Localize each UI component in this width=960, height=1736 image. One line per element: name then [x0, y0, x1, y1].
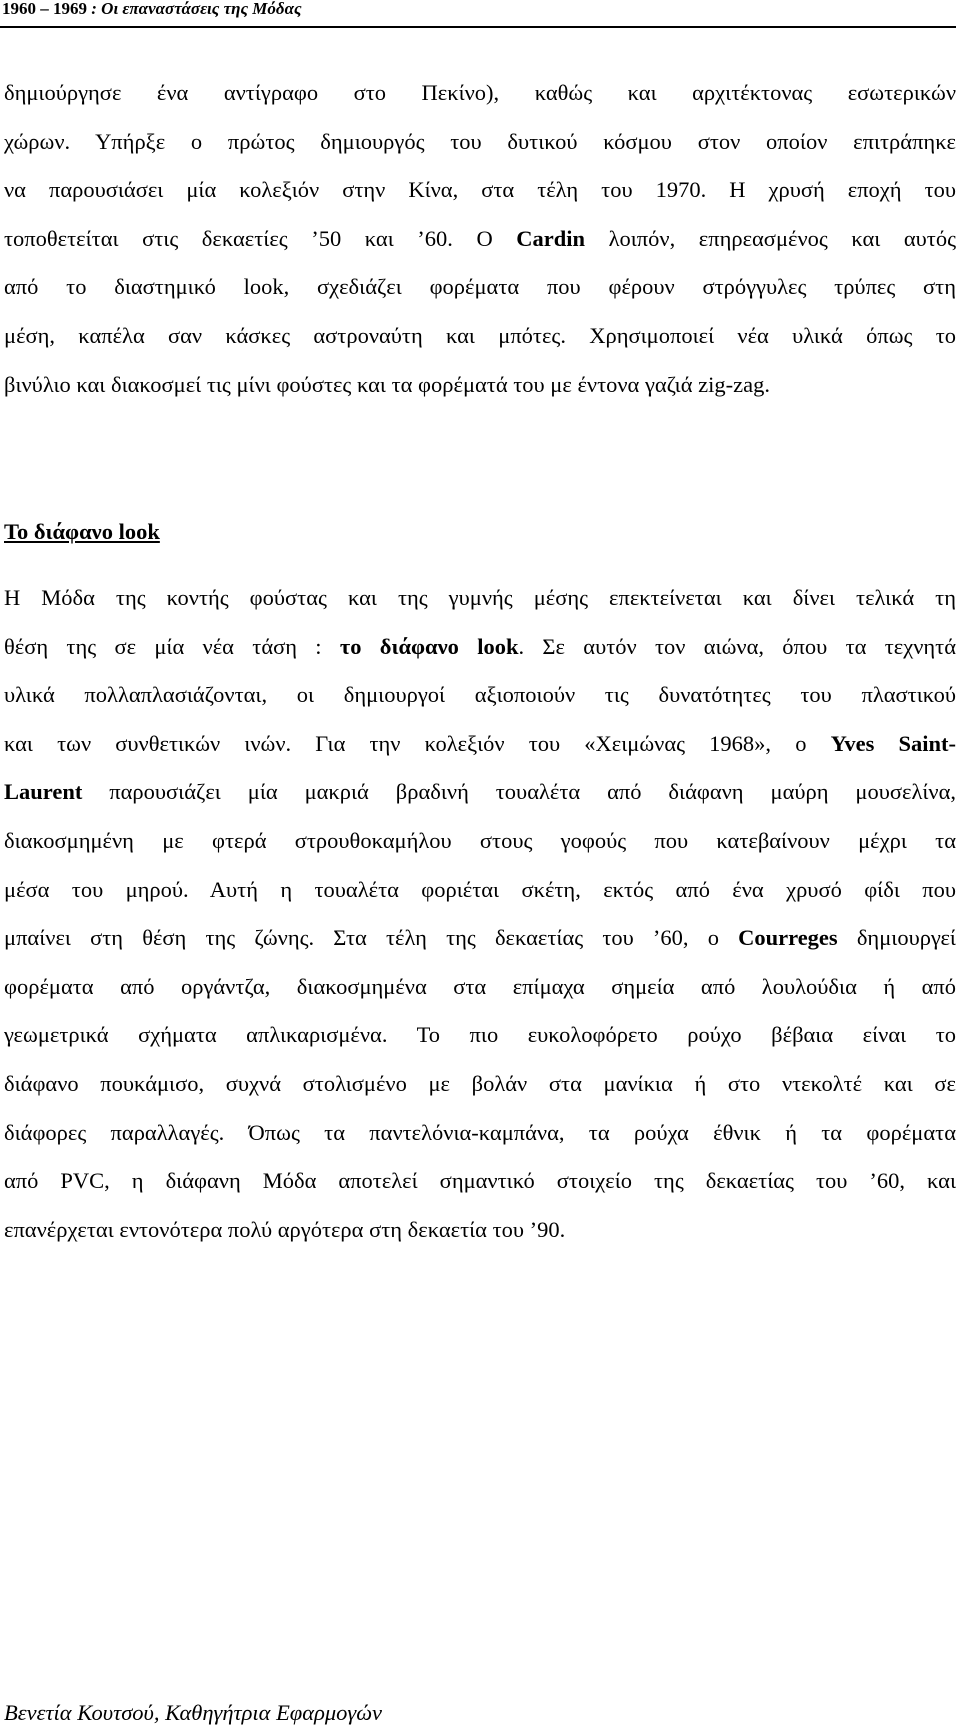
header-years: 1960 – 1969 — [2, 0, 87, 18]
paragraph-line: δημιούργησε ένα αντίγραφο στο Πεκίνο), καθώς και αρχιτέκτονας εσωτερικών — [4, 80, 956, 105]
paragraph-line: υλικά πολλαπλασιάζονται, οι δημιουργοί αξιοποιούν τις δυνατότητες του πλαστικού — [4, 682, 956, 708]
paragraph-line: και των συνθετικών ινών. Για την κολεξιόν του «Χειμώνας 1968», ο Yves Saint- — [4, 730, 956, 756]
paragraph-line: Η Μόδα της κοντής φούστας και της γυμνής μέσης επεκτείνεται και δίνει τελικά τη — [4, 585, 956, 610]
paragraph-1 — [4, 69, 956, 409]
designer-name-laurent: Laurent — [4, 779, 83, 805]
paragraph-line: διακοσμημένη με φτερά στρουθοκαμήλου στους γοφούς που κατεβαίνουν μέχρι τα — [4, 827, 956, 853]
paragraph-line: να παρουσιάσει μία κολεξιόν στην Κίνα, στα τέλη του 1970. Η χρυσή εποχή του — [4, 177, 956, 203]
emphasis-transparent-look: το διάφανο look — [339, 633, 519, 659]
designer-name-courreges: Courreges — [738, 925, 838, 951]
designer-name-cardin: Cardin — [516, 225, 586, 251]
paragraph-line: επανέρχεται εντονότερα πολύ αργότερα στη δεκαετία του ’90. — [4, 1216, 566, 1242]
paragraph-line: θέση της σε μία νέα τάση : το διάφανο look. Σε αυτόν τον αιώνα, όπου τα τεχνητά — [4, 633, 957, 659]
paragraph-line: μέσα του μηρού. Αυτή η τουαλέτα φοριέται σκέτη, εκτός από ένα χρυσό φίδι που — [4, 876, 956, 902]
paragraph-line: από το διαστημικό look, σχεδιάζει φορέματα που φέρουν στρόγγυλες τρύπες στη — [4, 274, 956, 300]
paragraph-line: μπαίνει στη θέση της ζώνης. Στα τέλη της δεκαετίας του ’60, ο Courreges δημιουργεί — [4, 925, 956, 951]
page-footer-author: Βενετία Κουτσού, Καθηγήτρια Εφαρμογών — [4, 1700, 382, 1725]
designer-name-yves-saint: Yves Saint- — [830, 730, 956, 756]
paragraph-line: μέση, καπέλα σαν κάσκες αστροναύτη και μπότες. Χρησιμοποιεί νέα υλικά όπως το — [4, 322, 956, 348]
header-title: Οι επαναστάσεις της Μόδας — [101, 0, 302, 18]
header-separator: : — [87, 0, 102, 18]
paragraph-line: από PVC, η διάφανη Μόδα αποτελεί σημαντικό στοιχείο της δεκαετίας του ’60, και — [4, 1168, 956, 1194]
page-header — [0, 0, 956, 28]
paragraph-2 — [4, 574, 956, 1254]
paragraph-line: γεωμετρικά σχήματα απλικαρισμένα. Το πιο ευκολοφόρετο ρούχο βέβαια είναι το — [4, 1022, 956, 1048]
paragraph-line: διάφορες παραλλαγές. Όπως τα παντελόνια-καμπάνα, τα ρούχα έθνικ ή τα φορέματα — [4, 1119, 956, 1145]
paragraph-line: Laurent παρουσιάζει μία μακριά βραδινή τουαλέτα από διάφανη μαύρη μουσελίνα, — [4, 779, 956, 805]
paragraph-line: διάφανο πουκάμισο, συχνά στολισμένο με βολάν στα μανίκια ή στο ντεκολτέ και σε — [4, 1070, 956, 1096]
paragraph-line: βινύλιο και διακοσμεί τις μίνι φούστες και τα φορέματά του με έντονα γαζιά zig-zag. — [4, 371, 770, 397]
paragraph-line: τοποθετείται στις δεκαετίες ’50 και ’60. Ο Cardin λοιπόν, επηρεασμένος και αυτός — [4, 225, 956, 251]
paragraph-line: φορέματα από οργάντζα, διακοσμημένα στα επίμαχα σημεία από λουλούδια ή από — [4, 973, 956, 999]
section-heading: Το διάφανο look — [4, 519, 160, 544]
paragraph-line: χώρων. Υπήρξε ο πρώτος δημιουργός του δυτικού κόσμου στον οποίον επιτράπηκε — [4, 128, 956, 154]
